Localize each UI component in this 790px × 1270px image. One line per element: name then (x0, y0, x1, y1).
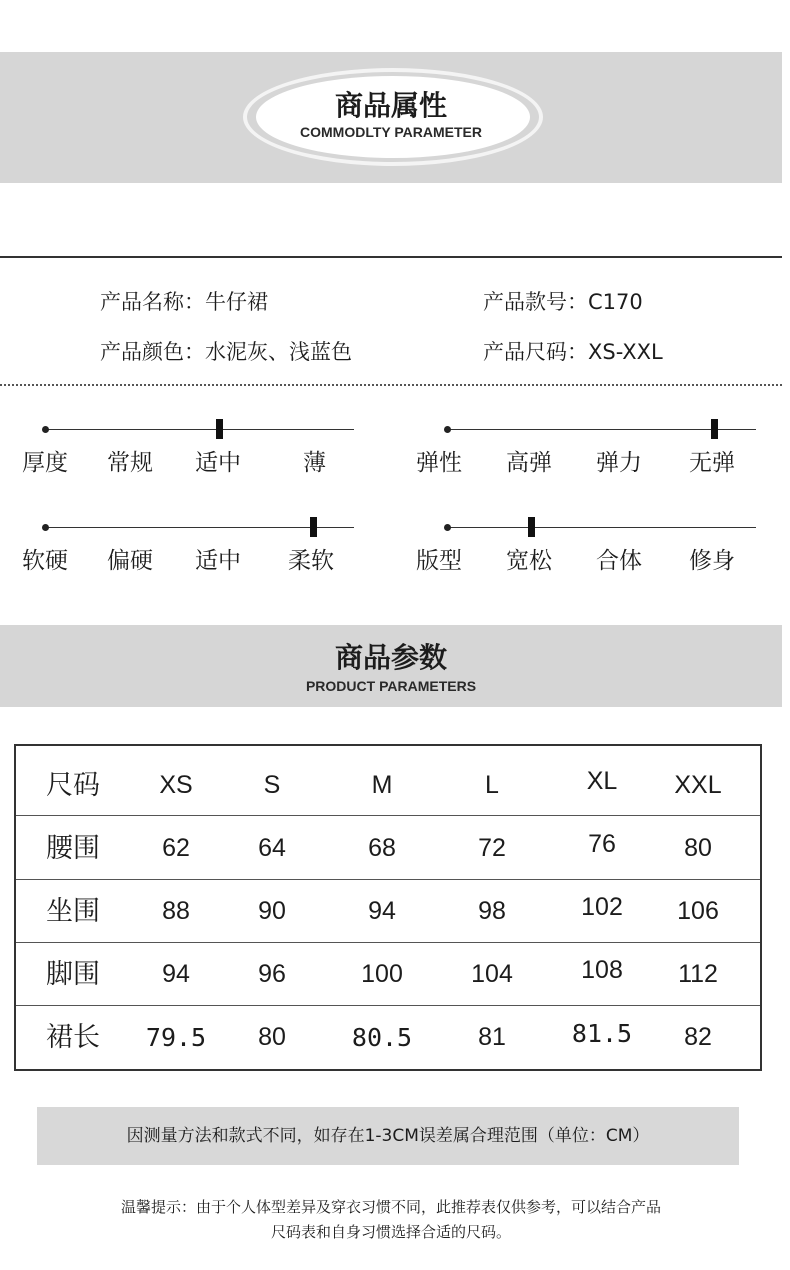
table-header-cell: 尺码 (46, 770, 100, 801)
table-cell: 裙长 (46, 1022, 100, 1053)
product-size-range: 产品尺码：XS-XXL (483, 340, 663, 364)
table-cell: 94 (162, 960, 190, 988)
scale-start-dot (444, 524, 451, 531)
measurement-note: 因测量方法和款式不同，如存在1-3CM误差属合理范围（单位：CM） (37, 1107, 739, 1165)
table-cell: 94 (368, 897, 396, 925)
table-row (16, 817, 760, 880)
table-cell: 64 (258, 834, 286, 862)
scale-thickness (22, 419, 362, 479)
table-cell: 72 (478, 834, 506, 862)
scale-start-dot (42, 524, 49, 531)
attributes-subtitle: COMMODLTY PARAMETER (300, 124, 482, 140)
table-cell: 76 (588, 830, 616, 858)
scale-option: 适中 (195, 548, 241, 574)
scale-option: 弹力 (596, 450, 642, 476)
scale-title: 版型 (416, 548, 462, 574)
scale-title: 弹性 (416, 450, 462, 476)
product-name: 产品名称：牛仔裙 (100, 290, 268, 314)
scale-line (44, 429, 354, 430)
attributes-title: 商品属性 (334, 89, 447, 122)
tip-line-2: 尺码表和自身习惯选择合适的尺码。 (270, 1223, 511, 1241)
table-cell: 脚围 (46, 959, 100, 990)
table-cell: 81.5 (571, 1019, 633, 1048)
table-header-row (16, 754, 760, 817)
table-cell: 98 (478, 897, 506, 925)
table-cell: 坐围 (46, 896, 100, 927)
scale-option: 常规 (107, 450, 153, 476)
scale-option-selected: 宽松 (506, 548, 552, 574)
scale-title: 厚度 (22, 450, 68, 476)
scale-option: 合体 (596, 548, 642, 574)
scale-line (44, 527, 354, 528)
tip-line-1: 温馨提示：由于个人体型差异及穿衣习惯不同，此推荐表仅供参考，可以结合产品 (120, 1198, 661, 1216)
scale-line (446, 429, 756, 430)
table-cell: 90 (258, 897, 286, 925)
scale-marker (528, 517, 535, 537)
parameters-subtitle: PRODUCT PARAMETERS (305, 678, 477, 694)
scale-option: 偏硬 (107, 548, 153, 574)
table-cell: 96 (258, 960, 286, 988)
table-cell: 81 (478, 1023, 506, 1051)
scale-option-selected: 适中 (195, 450, 241, 476)
table-cell: 62 (162, 834, 190, 862)
scale-elasticity (416, 419, 756, 479)
dotted-divider (0, 384, 782, 386)
table-cell: 79.5 (145, 1023, 207, 1052)
table-cell: 腰围 (46, 833, 100, 864)
table-cell: 80.5 (351, 1023, 413, 1052)
scale-title: 软硬 (22, 548, 68, 574)
table-header-cell: XL (586, 767, 618, 795)
table-row (16, 1006, 760, 1069)
table-cell: 100 (361, 960, 403, 988)
table-header-cell: L (485, 771, 499, 799)
scale-marker (310, 517, 317, 537)
table-header-cell: S (263, 771, 281, 799)
scale-option-selected: 无弹 (689, 450, 735, 476)
scale-marker (711, 419, 718, 439)
table-header-cell: M (371, 771, 393, 799)
scale-softness (22, 517, 362, 577)
scale-marker (216, 419, 223, 439)
table-cell: 80 (684, 834, 712, 862)
scale-fit (416, 517, 756, 577)
table-cell: 68 (368, 834, 396, 862)
scale-option: 修身 (689, 548, 735, 574)
scale-option: 高弹 (506, 450, 552, 476)
divider (0, 256, 782, 258)
table-cell: 104 (471, 960, 513, 988)
scale-option-selected: 柔软 (288, 548, 334, 574)
table-cell: 102 (581, 893, 623, 921)
table-cell: 82 (684, 1023, 712, 1051)
size-table (14, 744, 762, 1071)
scale-start-dot (444, 426, 451, 433)
table-header-cell: XS (159, 771, 193, 799)
table-header-cell: XXL (674, 771, 722, 799)
product-color: 产品颜色：水泥灰、浅蓝色 (100, 340, 352, 364)
table-row (16, 943, 760, 1006)
product-model: 产品款号：C170 (483, 290, 643, 314)
scale-line (446, 527, 756, 528)
table-cell: 112 (678, 960, 718, 988)
parameters-title: 商品参数 (334, 641, 447, 674)
table-cell: 88 (162, 897, 190, 925)
scale-option: 薄 (303, 450, 326, 476)
table-cell: 108 (581, 956, 623, 984)
scale-start-dot (42, 426, 49, 433)
table-cell: 80 (258, 1023, 286, 1051)
table-cell: 106 (677, 897, 719, 925)
table-row (16, 880, 760, 943)
